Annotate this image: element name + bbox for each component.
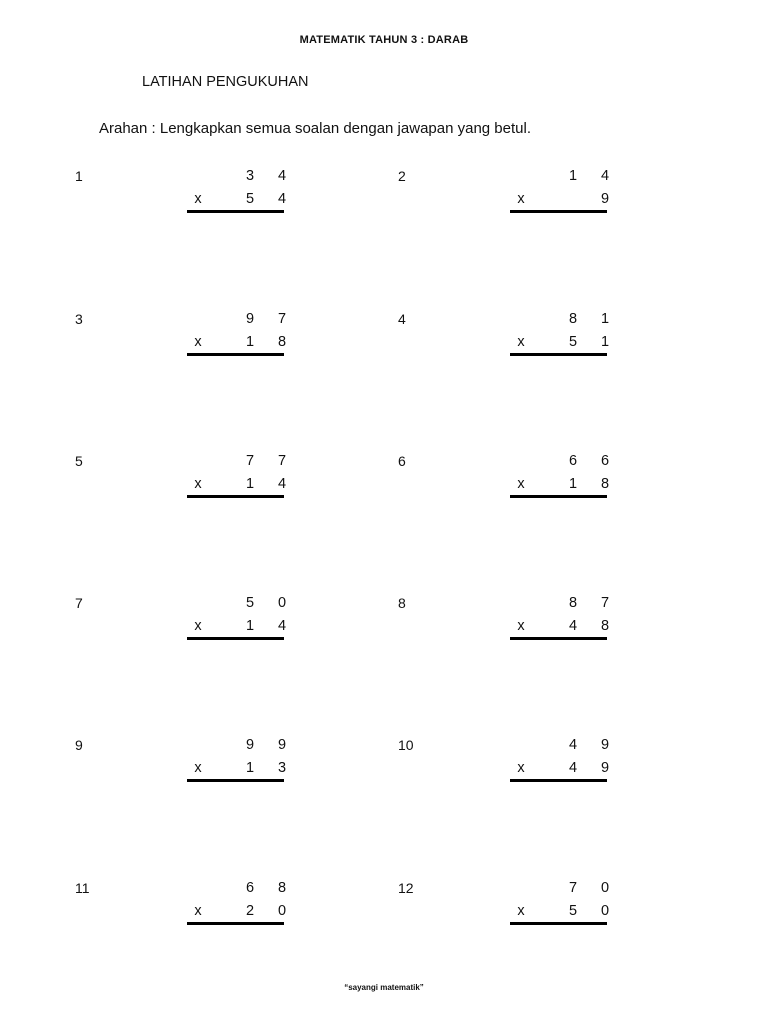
answer-line bbox=[510, 922, 607, 925]
answer-line bbox=[510, 779, 607, 782]
multiplier-digit: 8 bbox=[277, 334, 287, 350]
multiplier-digit: 8 bbox=[600, 618, 610, 634]
problem-number: 1 bbox=[75, 168, 83, 184]
multiply-sign: x bbox=[517, 476, 525, 492]
multiplicand-digit: 7 bbox=[277, 453, 287, 469]
answer-line bbox=[187, 210, 284, 213]
answer-line bbox=[187, 922, 284, 925]
multiplicand-digit: 0 bbox=[277, 595, 287, 611]
multiplier-digit: 4 bbox=[568, 618, 578, 634]
problem-number: 12 bbox=[398, 880, 414, 896]
multiply-sign: x bbox=[517, 760, 525, 776]
problem-item bbox=[75, 595, 395, 665]
multiplicand-digit: 4 bbox=[277, 168, 287, 184]
multiplicand-digit: 8 bbox=[568, 311, 578, 327]
multiplier-digit: 5 bbox=[568, 903, 578, 919]
multiplicand-digit: 1 bbox=[568, 168, 578, 184]
problem-item bbox=[75, 453, 395, 523]
multiplier-digit: 5 bbox=[245, 191, 255, 207]
problem-item bbox=[398, 595, 718, 665]
multiply-sign: x bbox=[194, 903, 202, 919]
problem-number: 10 bbox=[398, 737, 414, 753]
multiplier-digit: 4 bbox=[277, 618, 287, 634]
problem-item bbox=[398, 168, 718, 238]
multiplicand-digit: 4 bbox=[600, 168, 610, 184]
worksheet-title: MATEMATIK TAHUN 3 : DARAB bbox=[299, 34, 469, 46]
problem-number: 3 bbox=[75, 311, 83, 327]
multiplier-digit: 9 bbox=[600, 191, 610, 207]
multiplier-digit: 1 bbox=[568, 476, 578, 492]
answer-line bbox=[187, 637, 284, 640]
multiplicand-digit: 1 bbox=[600, 311, 610, 327]
multiplicand-digit: 6 bbox=[600, 453, 610, 469]
multiply-sign: x bbox=[194, 618, 202, 634]
answer-line bbox=[187, 495, 284, 498]
multiply-sign: x bbox=[194, 476, 202, 492]
multiply-sign: x bbox=[194, 760, 202, 776]
multiplicand-digit: 7 bbox=[568, 880, 578, 896]
problem-item bbox=[75, 880, 395, 950]
answer-line bbox=[187, 779, 284, 782]
multiplicand-digit: 7 bbox=[277, 311, 287, 327]
multiplicand-digit: 4 bbox=[568, 737, 578, 753]
multiplicand-digit: 7 bbox=[600, 595, 610, 611]
multiply-sign: x bbox=[194, 191, 202, 207]
answer-line bbox=[510, 637, 607, 640]
multiplier-digit: 3 bbox=[277, 760, 287, 776]
multiplicand-digit: 5 bbox=[245, 595, 255, 611]
problem-item bbox=[75, 311, 395, 381]
worksheet-subtitle: LATIHAN PENGUKUHAN bbox=[142, 74, 309, 90]
multiplier-digit: 0 bbox=[277, 903, 287, 919]
multiplier-digit: 2 bbox=[245, 903, 255, 919]
answer-line bbox=[510, 353, 607, 356]
multiplier-digit: 9 bbox=[600, 760, 610, 776]
problem-number: 7 bbox=[75, 595, 83, 611]
answer-line bbox=[510, 210, 607, 213]
multiplicand-digit: 0 bbox=[600, 880, 610, 896]
multiply-sign: x bbox=[517, 334, 525, 350]
problem-number: 2 bbox=[398, 168, 406, 184]
multiplier-digit: 4 bbox=[277, 191, 287, 207]
instruction-text: Arahan : Lengkapkan semua soalan dengan jawapan yang betul. bbox=[99, 120, 531, 137]
multiply-sign: x bbox=[517, 191, 525, 207]
problem-number: 5 bbox=[75, 453, 83, 469]
multiply-sign: x bbox=[517, 903, 525, 919]
multiplier-digit: 0 bbox=[600, 903, 610, 919]
answer-line bbox=[510, 495, 607, 498]
multiplicand-digit: 8 bbox=[568, 595, 578, 611]
multiplicand-digit: 3 bbox=[245, 168, 255, 184]
answer-line bbox=[187, 353, 284, 356]
multiplier-digit: 1 bbox=[245, 334, 255, 350]
problem-item bbox=[398, 453, 718, 523]
problem-number: 8 bbox=[398, 595, 406, 611]
multiplicand-digit: 6 bbox=[245, 880, 255, 896]
multiplier-digit: 1 bbox=[245, 760, 255, 776]
problem-item bbox=[75, 168, 395, 238]
problem-item bbox=[398, 311, 718, 381]
problem-item bbox=[398, 880, 718, 950]
multiplicand-digit: 7 bbox=[245, 453, 255, 469]
footer-text: “sayangi matematik” bbox=[344, 983, 424, 992]
multiplier-digit: 1 bbox=[600, 334, 610, 350]
multiply-sign: x bbox=[194, 334, 202, 350]
problem-number: 9 bbox=[75, 737, 83, 753]
problem-item bbox=[398, 737, 718, 807]
multiplicand-digit: 9 bbox=[245, 311, 255, 327]
multiply-sign: x bbox=[517, 618, 525, 634]
multiplier-digit: 8 bbox=[600, 476, 610, 492]
multiplier-digit: 4 bbox=[277, 476, 287, 492]
multiplicand-digit: 9 bbox=[277, 737, 287, 753]
problem-number: 4 bbox=[398, 311, 406, 327]
multiplier-digit: 5 bbox=[568, 334, 578, 350]
problem-item bbox=[75, 737, 395, 807]
multiplicand-digit: 9 bbox=[245, 737, 255, 753]
multiplier-digit: 1 bbox=[245, 476, 255, 492]
multiplicand-digit: 6 bbox=[568, 453, 578, 469]
problem-number: 6 bbox=[398, 453, 406, 469]
multiplier-digit: 4 bbox=[568, 760, 578, 776]
problem-number: 11 bbox=[75, 880, 90, 896]
multiplier-digit: 1 bbox=[245, 618, 255, 634]
multiplicand-digit: 9 bbox=[600, 737, 610, 753]
multiplicand-digit: 8 bbox=[277, 880, 287, 896]
